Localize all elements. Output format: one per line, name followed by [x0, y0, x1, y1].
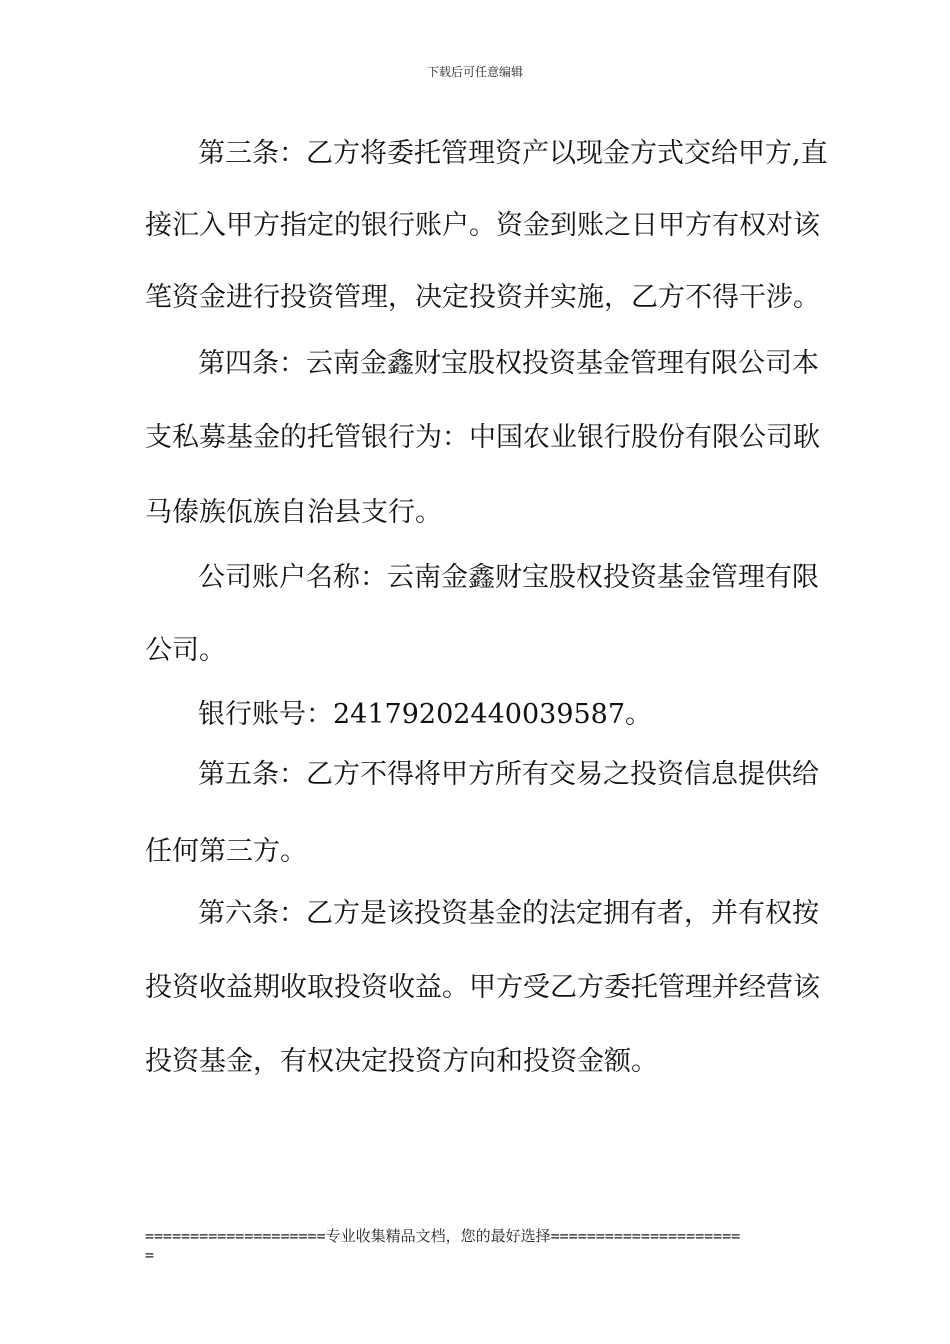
account-name-line-1: 公司账户名称：云南金鑫财宝股权投资基金管理有限 [198, 562, 819, 593]
article-3-line-3: 笔资金进行投资管理，决定投资并实施，乙方不得干涉。 [145, 282, 820, 313]
account-name-line-2: 公司。 [145, 635, 226, 666]
article-5-line-2: 任何第三方。 [145, 836, 307, 867]
article-4-line-1: 第四条：云南金鑫财宝股权投资基金管理有限公司本 [198, 348, 819, 379]
article-4-line-2: 支私募基金的托管银行为：中国农业银行股份有限公司耿 [145, 422, 820, 453]
page-header: 下载后可任意编辑 [426, 65, 523, 79]
article-3-line-1: 第三条：乙方将委托管理资产以现金方式交给甲方,直 [198, 138, 828, 169]
bank-account-number: 银行账号：24179202440039587。 [198, 699, 653, 730]
article-6-line-1: 第六条：乙方是该投资基金的法定拥有者，并有权按 [198, 898, 819, 929]
article-6-line-2: 投资收益期收取投资收益。甲方受乙方委托管理并经营该 [145, 972, 820, 1003]
article-5-line-1: 第五条：乙方不得将甲方所有交易之投资信息提供给 [198, 759, 819, 790]
article-6-line-3: 投资基金，有权决定投资方向和投资金额。 [145, 1046, 658, 1077]
article-3-line-2: 接汇入甲方指定的银行账户。资金到账之日甲方有权对该 [145, 210, 820, 241]
footer-banner-overflow: = [145, 1246, 155, 1264]
article-4-line-3: 马傣族佤族自治县支行。 [145, 497, 442, 528]
footer-banner: ====================专业收集精品文档，您的最好选择===================== [145, 1227, 741, 1245]
